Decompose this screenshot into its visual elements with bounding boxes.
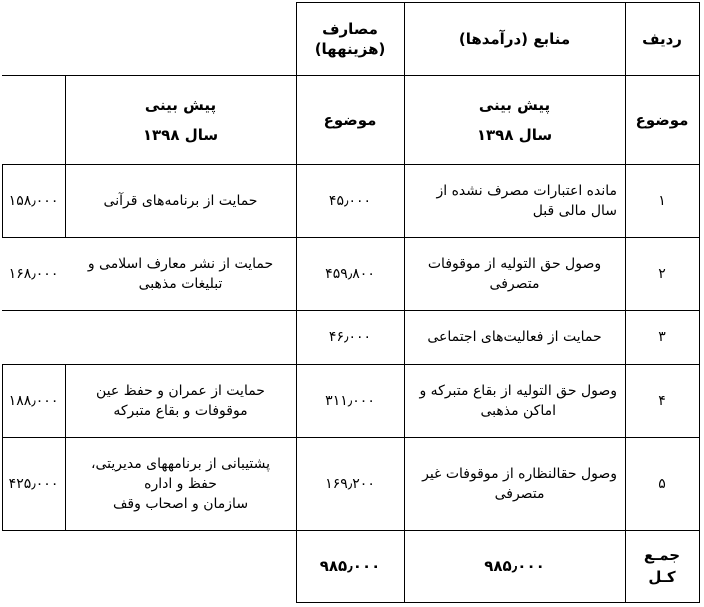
expense-title: حمایت از عمران و حفظ عین موقوفات و بقاع متبرکه	[96, 382, 265, 419]
header-expenses: مصارف (هزینهها)	[314, 19, 386, 58]
row-number: ۲	[658, 265, 666, 282]
subheader-expenses-forecast: پیش بینی سال ۱۳۹۸	[142, 95, 219, 144]
expense-title: حمایت از نشر معارف اسلامی و تبلیغات مذهبی	[87, 255, 274, 292]
expense-title: حمایت از برنامه‌های قرآنی	[103, 192, 258, 209]
expense-title: پشتیبانی از برنامههای مدیریتی، حفظ و اداره سازمان و اصحاب وقف	[90, 455, 271, 512]
total-expenses: ۹۸۵٫۰۰۰	[319, 557, 381, 575]
source-amount: ۱۶۹٫۲۰۰	[325, 475, 375, 492]
source-title: حمایت از فعالیت‌های اجتماعی	[427, 329, 602, 345]
header-sources: منابع (درآمدها)	[458, 29, 571, 48]
source-amount: ۴۶٫۰۰۰	[328, 329, 372, 345]
source-amount: ۴۵۹٫۸۰۰	[325, 265, 375, 282]
source-title: وصول حق التولیه از بقاع متبرکه و اماکن مذهبی	[419, 382, 617, 419]
grid-line	[296, 602, 700, 603]
source-title: وصول حق التولیه از موقوفات متصرفی	[427, 255, 602, 292]
row-number: ۴	[658, 392, 666, 409]
source-amount: ۴۵٫۰۰۰	[328, 192, 372, 209]
expense-amount: ۱۶۸٫۰۰۰	[8, 265, 59, 282]
source-amount: ۳۱۱٫۰۰۰	[325, 392, 375, 409]
expense-amount: ۱۵۸٫۰۰۰	[8, 192, 59, 209]
row-number: ۵	[658, 475, 666, 492]
grid-line	[699, 2, 700, 603]
subheader-row-topic: موضوع	[635, 110, 689, 129]
row-number: ۳	[658, 329, 666, 345]
subheader-topic: موضوع	[323, 110, 377, 129]
expense-amount: ۴۲۵٫۰۰۰	[8, 475, 59, 492]
total-label: جمـع کـل	[643, 546, 681, 586]
source-title: مانده اعتبارات مصرف نشده از سال مالی قبل	[436, 182, 617, 219]
header-row-label: ردیف	[642, 29, 682, 48]
source-title: وصول حقالنظاره از موقوفات غیر متصرفی	[422, 465, 617, 502]
expense-amount: ۱۸۸٫۰۰۰	[8, 392, 59, 409]
total-sources: ۹۸۵٫۰۰۰	[484, 557, 545, 575]
subheader-sources-forecast: پیش بینی سال ۱۳۹۸	[476, 95, 553, 144]
row-number: ۱	[658, 192, 666, 209]
